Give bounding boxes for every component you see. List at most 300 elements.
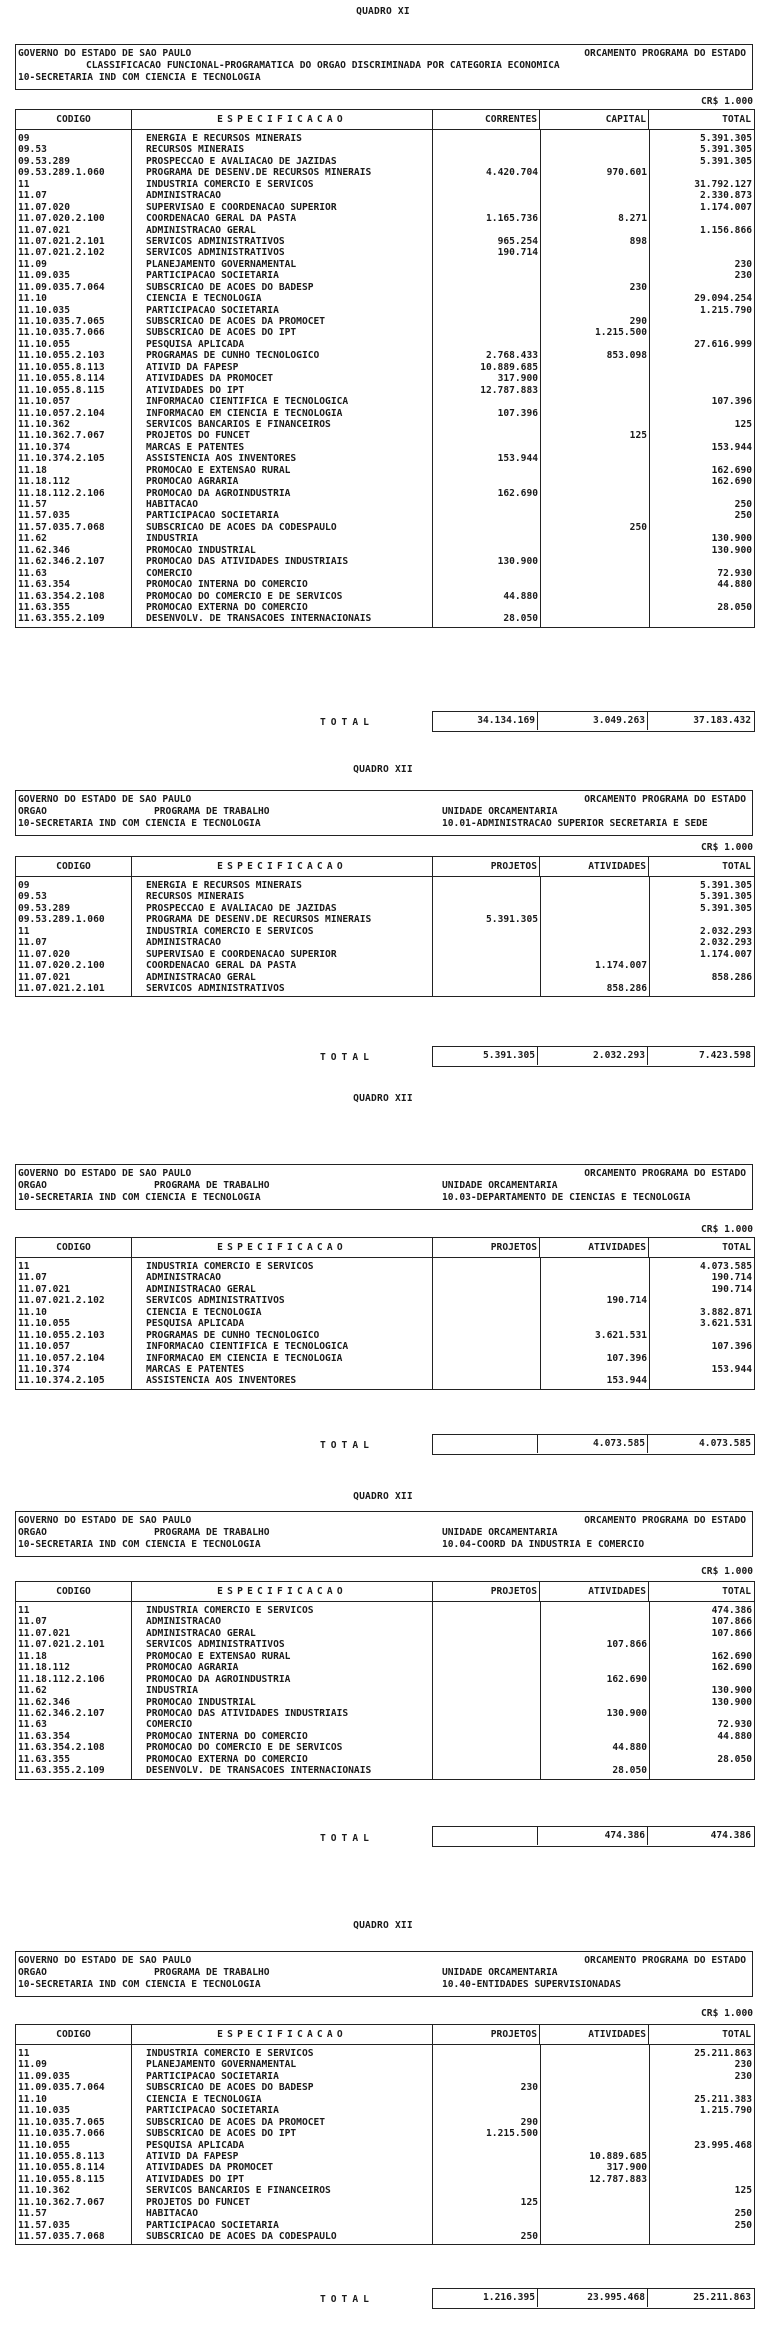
row-especificacao: PROMOCAO DAS ATIVIDADES INDUSTRIAIS (146, 556, 349, 568)
row-especificacao: SUBSCRICAO DE ACOES DA CODESPAULO (146, 2231, 337, 2242)
row-value-1: 190.714 (497, 247, 538, 259)
row-value-3: 1.215.790 (700, 2105, 752, 2117)
government-name: GOVERNO DO ESTADO DE SAO PAULO (18, 1955, 192, 1966)
table-row (16, 2105, 754, 2116)
orgao-name: 10-SECRETARIA IND COM CIENCIA E TECNOLOGIA (18, 1979, 261, 1990)
table-row (16, 983, 754, 994)
row-value-2: 107.396 (606, 1352, 647, 1364)
row-codigo: 09.53.289 (18, 155, 70, 167)
row-especificacao: ADMINISTRACAO (146, 1616, 222, 1628)
row-value-3: 5.391.305 (700, 155, 752, 167)
row-especificacao: SUBSCRICAO DE ACOES DA PROMOCET (146, 316, 326, 327)
row-codigo: 11.63.355 (18, 601, 70, 613)
table-row (16, 1674, 754, 1685)
table-row (16, 442, 754, 453)
row-especificacao: PESQUISA APLICADA (146, 1318, 245, 1330)
table-row (16, 1616, 754, 1627)
total-box (432, 711, 755, 732)
row-value-3: 5.391.305 (700, 880, 752, 891)
row-codigo: 11.63.355.2.109 (18, 613, 105, 625)
row-especificacao: INDUSTRIA COMERCIO E SERVICOS (146, 2048, 314, 2059)
table-row (16, 2151, 754, 2162)
table-row (16, 1353, 754, 1364)
table-header (16, 1238, 754, 1258)
table-row (16, 1651, 754, 1662)
row-especificacao: PROMOCAO INTERNA DO COMERCIO (146, 579, 308, 591)
row-value-3: 230 (734, 270, 752, 282)
row-value-3: 27.616.999 (694, 338, 752, 350)
programa-label: PROGRAMA DE TRABALHO (154, 806, 270, 817)
government-name: GOVERNO DO ESTADO DE SAO PAULO (18, 48, 192, 59)
report-subtitle: CLASSIFICACAO FUNCIONAL-PROGRAMATICA DO ORGAO DISCRIMINADA POR CATEGORIA ECONOMICA (86, 60, 560, 71)
row-value-3: 230 (734, 2070, 752, 2082)
table-row (16, 556, 754, 567)
column-header-projetos: PROJETOS (433, 1582, 540, 1601)
row-codigo: 11.18.112.2.106 (18, 1673, 105, 1685)
table-row (16, 396, 754, 407)
row-value-1: 12.787.883 (480, 384, 538, 396)
row-especificacao: ASSISTENCIA AOS INVENTORES (146, 453, 297, 465)
row-especificacao: SERVICOS ADMINISTRATIVOS (146, 247, 285, 259)
total-label: TOTAL (320, 717, 374, 728)
row-codigo: 11.62 (18, 1685, 47, 1697)
row-codigo: 11.63.354.2.108 (18, 590, 105, 602)
column-header-codigo: CODIGO (16, 2025, 132, 2044)
table-row (16, 1295, 754, 1306)
table-row (16, 499, 754, 510)
row-especificacao: HABITACAO (146, 2208, 198, 2220)
row-codigo: 11.10.035.7.066 (18, 327, 105, 339)
column-header-codigo: CODIGO (16, 1582, 132, 1601)
row-codigo: 11.07 (18, 1272, 47, 1284)
table-row (16, 1719, 754, 1730)
row-especificacao: PARTICIPACAO SOCIETARIA (146, 270, 279, 282)
row-codigo: 11.07.021 (18, 224, 70, 236)
table-row (16, 247, 754, 258)
table-row (16, 327, 754, 338)
row-value-1: 107.396 (497, 407, 538, 419)
budget-title: ORCAMENTO PROGRAMA DO ESTADO (584, 794, 746, 805)
row-especificacao: SERVICOS ADMINISTRATIVOS (146, 235, 285, 247)
row-especificacao: CIENCIA E TECNOLOGIA (146, 1306, 262, 1318)
table-row (16, 2082, 754, 2093)
table-row (16, 1742, 754, 1753)
row-value-3: 107.866 (711, 1616, 752, 1628)
row-codigo: 11.10.374.2.105 (18, 453, 105, 465)
total-box (432, 2288, 755, 2309)
row-codigo: 11.10.035 (18, 2105, 70, 2117)
row-especificacao: SUBSCRICAO DE ACOES DO BADESP (146, 281, 314, 293)
row-codigo: 11.10 (18, 2093, 47, 2105)
row-especificacao: SERVICOS ADMINISTRATIVOS (146, 1639, 285, 1651)
row-especificacao: PROMOCAO INTERNA DO COMERCIO (146, 1730, 308, 1742)
row-value-3: 31.792.127 (694, 178, 752, 190)
row-value-3: 162.690 (711, 1650, 752, 1662)
row-especificacao: ADMINISTRACAO GERAL (146, 1627, 256, 1639)
row-codigo: 11.63.354.2.108 (18, 1742, 105, 1754)
table-row (16, 2140, 754, 2151)
row-value-3: 2.032.293 (700, 937, 752, 949)
column-header-atividades: ATIVIDADES (541, 2025, 649, 2044)
row-value-3: 23.995.468 (694, 2139, 752, 2151)
row-codigo: 11.10.055.2.103 (18, 1329, 105, 1341)
column-header-especificacao: ESPECIFICACAO (132, 1582, 433, 1601)
row-codigo: 11.57 (18, 2208, 47, 2220)
row-value-3: 1.174.007 (700, 201, 752, 213)
row-especificacao: INFORMACAO CIENTIFICA E TECNOLOGICA (146, 1341, 349, 1353)
row-value-3: 858.286 (711, 971, 752, 983)
row-codigo: 11.10.035 (18, 304, 70, 316)
row-value-3: 153.944 (711, 441, 752, 453)
table-row (16, 545, 754, 556)
column-header-total: TOTAL (722, 861, 751, 872)
row-value-2: 10.889.685 (589, 2150, 647, 2162)
row-especificacao: SUPERVISAO E COORDENACAO SUPERIOR (146, 201, 337, 213)
row-value-1: 125 (520, 2196, 538, 2208)
table-row (16, 305, 754, 316)
row-especificacao: INDUSTRIA COMERCIO E SERVICOS (146, 178, 314, 190)
row-value-2: 1.215.500 (595, 327, 647, 339)
row-value-3: 107.396 (711, 1341, 752, 1353)
table-row (16, 1364, 754, 1375)
row-codigo: 09.53 (18, 144, 47, 156)
row-codigo: 11.10.055.8.115 (18, 384, 105, 396)
currency-unit: CR$ 1.000 (701, 96, 753, 107)
row-codigo: 11.10 (18, 1306, 47, 1318)
row-codigo: 09 (18, 133, 30, 144)
row-value-3: 5.391.305 (700, 144, 752, 156)
table-row (16, 1731, 754, 1742)
row-codigo: 11.10.055 (18, 338, 70, 350)
row-especificacao: PARTICIPACAO SOCIETARIA (146, 2070, 279, 2082)
orgao-name: 10-SECRETARIA IND COM CIENCIA E TECNOLOGIA (18, 1539, 261, 1550)
table-row (16, 339, 754, 350)
column-header-total: TOTAL (722, 1586, 751, 1597)
row-especificacao: ENERGIA E RECURSOS MINERAIS (146, 133, 302, 144)
row-value-3: 3.621.531 (700, 1318, 752, 1330)
row-value-2: 28.050 (612, 1765, 647, 1777)
row-value-1: 230 (520, 2082, 538, 2094)
row-value-1: 162.690 (497, 487, 538, 499)
row-especificacao: SUPERVISAO E COORDENACAO SUPERIOR (146, 948, 337, 960)
total-projetos: 5.391.305 (433, 1047, 538, 1065)
table-row (16, 1662, 754, 1673)
table-row (16, 385, 754, 396)
row-especificacao: PROMOCAO INDUSTRIAL (146, 544, 256, 556)
currency-unit: CR$ 1.000 (701, 1224, 753, 1235)
report-header-box (15, 1511, 753, 1557)
row-value-3: 153.944 (711, 1363, 752, 1375)
row-codigo: 11.10.362 (18, 418, 70, 430)
table-row (16, 1765, 754, 1776)
budget-table (15, 1237, 755, 1390)
row-especificacao: SERVICOS BANCARIOS E FINANCEIROS (146, 418, 331, 430)
table-row (16, 2220, 754, 2231)
row-value-3: 130.900 (711, 1696, 752, 1708)
column-header-especificacao: ESPECIFICACAO (132, 2025, 433, 2044)
programa-label: PROGRAMA DE TRABALHO (154, 1967, 270, 1978)
row-especificacao: ATIVIDADES DA PROMOCET (146, 373, 274, 385)
row-value-3: 190.714 (711, 1283, 752, 1295)
row-especificacao: SUBSCRICAO DE ACOES DO IPT (146, 2128, 297, 2140)
total-grand: 474.386 (710, 1830, 751, 1841)
row-value-1: 250 (520, 2231, 538, 2242)
row-codigo: 11 (18, 1605, 30, 1616)
row-especificacao: ADMINISTRACAO GERAL (146, 224, 256, 236)
row-value-3: 1.156.866 (700, 224, 752, 236)
row-especificacao: SUBSCRICAO DE ACOES DA CODESPAULO (146, 521, 337, 533)
row-value-3: 250 (734, 2208, 752, 2220)
total-label: TOTAL (320, 1833, 374, 1844)
row-codigo: 11.10.055.2.103 (18, 350, 105, 362)
row-value-3: 162.690 (711, 464, 752, 476)
unidade-name: 10.03-DEPARTAMENTO DE CIENCIAS E TECNOLOGIA (442, 1192, 691, 1203)
row-especificacao: PROMOCAO DA AGROINDUSTRIA (146, 1673, 291, 1685)
currency-unit: CR$ 1.000 (701, 1566, 753, 1577)
column-header-especificacao: ESPECIFICACAO (132, 1238, 433, 1257)
row-value-1: 5.391.305 (486, 914, 538, 926)
row-value-2: 190.714 (606, 1295, 647, 1307)
table-body (16, 1602, 754, 1779)
row-codigo: 11.07 (18, 1616, 47, 1628)
row-codigo: 11.07.021 (18, 1283, 70, 1295)
row-value-1: 317.900 (497, 373, 538, 385)
row-codigo: 09.53.289.1.060 (18, 914, 105, 926)
table-row (16, 190, 754, 201)
row-especificacao: INFORMACAO EM CIENCIA E TECNOLOGIA (146, 407, 343, 419)
row-value-3: 72.930 (717, 1719, 752, 1731)
table-row (16, 133, 754, 144)
table-row (16, 1330, 754, 1341)
row-codigo: 11.63.354 (18, 579, 70, 591)
quadro-title: QUADRO XII (353, 1093, 413, 1104)
row-value-3: 4.073.585 (700, 1261, 752, 1272)
table-header (16, 1582, 754, 1602)
government-name: GOVERNO DO ESTADO DE SAO PAULO (18, 794, 192, 805)
row-codigo: 11.10.374.2.105 (18, 1375, 105, 1387)
row-codigo: 11.07.020 (18, 948, 70, 960)
table-row (16, 156, 754, 167)
row-value-3: 72.930 (717, 567, 752, 579)
column-header-total: TOTAL (722, 1242, 751, 1253)
table-row (16, 430, 754, 441)
table-row (16, 1605, 754, 1616)
row-codigo: 11 (18, 178, 30, 190)
table-row (16, 880, 754, 891)
table-row (16, 236, 754, 247)
unidade-name: 10.04-COORD DA INDUSTRIA E COMERCIO (442, 1539, 645, 1550)
row-especificacao: SUBSCRICAO DE ACOES DO IPT (146, 327, 297, 339)
row-codigo: 11.10.035.7.065 (18, 2116, 105, 2128)
table-row (16, 167, 754, 178)
row-codigo: 11.07 (18, 937, 47, 949)
table-row (16, 2231, 754, 2242)
row-value-3: 190.714 (711, 1272, 752, 1284)
row-value-2: 44.880 (612, 1742, 647, 1754)
row-value-2: 8.271 (618, 213, 647, 225)
table-row (16, 316, 754, 327)
row-especificacao: SUBSCRICAO DE ACOES DA PROMOCET (146, 2116, 326, 2128)
table-row (16, 591, 754, 602)
row-especificacao: PLANEJAMENTO GOVERNAMENTAL (146, 2059, 297, 2071)
row-value-3: 5.391.305 (700, 902, 752, 914)
total-box (432, 1434, 755, 1455)
column-header-codigo: CODIGO (16, 110, 132, 129)
table-row (16, 2174, 754, 2185)
row-especificacao: ADMINISTRACAO (146, 190, 222, 202)
row-codigo: 11.07.021.2.102 (18, 247, 105, 259)
row-codigo: 11.09 (18, 258, 47, 270)
total-projetos (433, 1827, 538, 1845)
row-codigo: 11.10.055 (18, 2139, 70, 2151)
table-row (16, 926, 754, 937)
row-especificacao: PLANEJAMENTO GOVERNAMENTAL (146, 258, 297, 270)
table-row (16, 602, 754, 613)
row-especificacao: COORDENACAO GERAL DA PASTA (146, 213, 297, 225)
row-value-2: 898 (629, 235, 647, 247)
row-especificacao: PROMOCAO E EXTENSAO RURAL (146, 464, 291, 476)
budget-table (15, 109, 755, 628)
budget-title: ORCAMENTO PROGRAMA DO ESTADO (584, 1955, 746, 1966)
row-especificacao: PROMOCAO DA AGROINDUSTRIA (146, 487, 291, 499)
row-especificacao: COMERCIO (146, 1719, 193, 1731)
quadro-title: QUADRO XI (356, 6, 410, 17)
column-header-total: TOTAL (722, 2029, 751, 2040)
unidade-name: 10.01-ADMINISTRACAO SUPERIOR SECRETARIA E SEDE (442, 818, 708, 829)
orgao-label: ORGAO (18, 806, 47, 817)
column-header-atividades: ATIVIDADES (541, 1582, 649, 1601)
row-especificacao: PROMOCAO E EXTENSAO RURAL (146, 1650, 291, 1662)
row-especificacao: DESENVOLV. DE TRANSACOES INTERNACIONAIS (146, 1765, 372, 1777)
table-row (16, 949, 754, 960)
report-header-box (15, 44, 753, 90)
row-value-3: 28.050 (717, 1753, 752, 1765)
row-codigo: 11.57.035 (18, 510, 70, 522)
row-codigo: 11.18 (18, 1650, 47, 1662)
orgao-name: 10-SECRETARIA IND COM CIENCIA E TECNOLOGIA (18, 72, 261, 83)
row-value-3: 2.330.873 (700, 190, 752, 202)
table-body (16, 877, 754, 996)
row-codigo: 11.07.020.2.100 (18, 960, 105, 972)
table-row (16, 533, 754, 544)
row-especificacao: PARTICIPACAO SOCIETARIA (146, 510, 279, 522)
total-projetos (433, 1435, 538, 1453)
total-box (432, 1826, 755, 1847)
report-header-box (15, 790, 753, 836)
row-especificacao: ATIVIDADES DO IPT (146, 2173, 245, 2185)
row-especificacao: PROMOCAO DO COMERCIO E DE SERVICOS (146, 1742, 343, 1754)
table-row (16, 282, 754, 293)
table-row (16, 2208, 754, 2219)
row-especificacao: RECURSOS MINERAIS (146, 891, 245, 903)
row-codigo: 11.10.362.7.067 (18, 430, 105, 442)
table-row (16, 465, 754, 476)
table-row (16, 2197, 754, 2208)
row-value-3: 44.880 (717, 579, 752, 591)
row-codigo: 11.63 (18, 1719, 47, 1731)
row-value-1: 2.768.433 (486, 350, 538, 362)
row-especificacao: PARTICIPACAO SOCIETARIA (146, 2105, 279, 2117)
row-especificacao: RECURSOS MINERAIS (146, 144, 245, 156)
row-especificacao: PROMOCAO DO COMERCIO E DE SERVICOS (146, 590, 343, 602)
table-row (16, 937, 754, 948)
row-value-3: 250 (734, 510, 752, 522)
row-especificacao: PROMOCAO INDUSTRIAL (146, 1696, 256, 1708)
row-especificacao: COORDENACAO GERAL DA PASTA (146, 960, 297, 972)
row-codigo: 11 (18, 925, 30, 937)
unidade-name: 10.40-ENTIDADES SUPERVISIONADAS (442, 1979, 622, 1990)
total-grand: 4.073.585 (699, 1438, 751, 1449)
row-value-3: 230 (734, 2059, 752, 2071)
programa-label: PROGRAMA DE TRABALHO (154, 1180, 270, 1191)
row-codigo: 11.57 (18, 499, 47, 510)
orgao-label: ORGAO (18, 1967, 47, 1978)
row-codigo: 11.07.021.2.101 (18, 1639, 105, 1651)
row-value-1: 4.420.704 (486, 167, 538, 179)
column-header-atividades: ATIVIDADES (541, 857, 649, 876)
row-codigo: 11.18.112 (18, 1662, 70, 1674)
table-row (16, 1708, 754, 1719)
row-especificacao: PROSPECCAO E AVALIACAO DE JAZIDAS (146, 155, 337, 167)
column-header-capital: CAPITAL (541, 110, 649, 129)
table-row (16, 362, 754, 373)
row-especificacao: PROGRAMA DE DESENV.DE RECURSOS MINERAIS (146, 914, 372, 926)
row-especificacao: CIENCIA E TECNOLOGIA (146, 293, 262, 305)
table-row (16, 2059, 754, 2070)
row-codigo: 09.53.289.1.060 (18, 167, 105, 179)
row-value-3: 107.866 (711, 1627, 752, 1639)
budget-table (15, 1581, 755, 1780)
row-value-1: 1.215.500 (486, 2128, 538, 2140)
report-header-box (15, 1951, 753, 1997)
row-value-3: 29.094.254 (694, 293, 752, 305)
row-codigo: 11.09 (18, 2059, 47, 2071)
row-especificacao: INDUSTRIA COMERCIO E SERVICOS (146, 1261, 314, 1272)
total-atividades: 23.995.468 (539, 2289, 648, 2307)
row-especificacao: COMERCIO (146, 567, 193, 579)
row-especificacao: PROGRAMA DE DESENV.DE RECURSOS MINERAIS (146, 167, 372, 179)
table-row (16, 1307, 754, 1318)
table-row (16, 488, 754, 499)
table-row (16, 2048, 754, 2059)
table-row (16, 225, 754, 236)
row-codigo: 11.18.112 (18, 476, 70, 488)
currency-unit: CR$ 1.000 (701, 2008, 753, 2019)
row-value-2: 250 (629, 521, 647, 533)
row-especificacao: ENERGIA E RECURSOS MINERAIS (146, 880, 302, 891)
table-row (16, 213, 754, 224)
total-grand: 7.423.598 (699, 1050, 751, 1061)
table-row (16, 1639, 754, 1650)
table-body (16, 130, 754, 627)
row-especificacao: SUBSCRICAO DE ACOES DO BADESP (146, 2082, 314, 2094)
column-header-codigo: CODIGO (16, 857, 132, 876)
row-value-3: 162.690 (711, 1662, 752, 1674)
row-codigo: 11.10.035.7.066 (18, 2128, 105, 2140)
row-value-1: 130.900 (497, 556, 538, 568)
table-row (16, 613, 754, 624)
unidade-label: UNIDADE ORCAMENTARIA (442, 1527, 558, 1538)
orgao-label: ORGAO (18, 1527, 47, 1538)
total-box (432, 1046, 755, 1067)
row-codigo: 11.63.355 (18, 1753, 70, 1765)
row-codigo: 11.62.346 (18, 1696, 70, 1708)
table-row (16, 972, 754, 983)
row-especificacao: INDUSTRIA (146, 1685, 198, 1697)
table-row (16, 408, 754, 419)
row-value-3: 474.386 (711, 1605, 752, 1616)
total-grand: 25.211.863 (693, 2292, 751, 2303)
